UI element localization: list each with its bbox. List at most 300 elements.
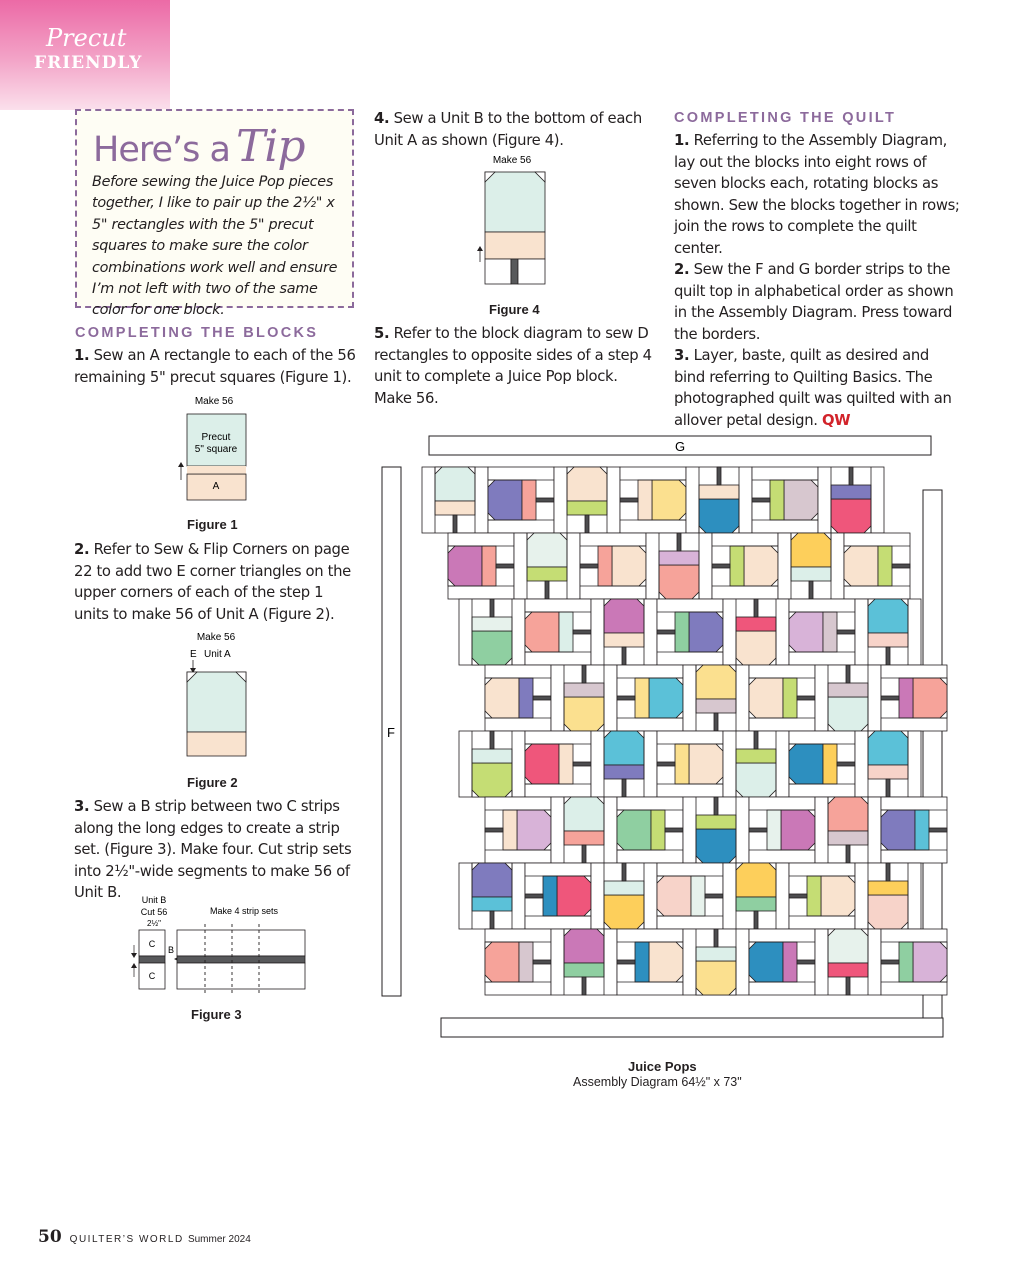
block-stick xyxy=(886,779,890,797)
block-rect-a xyxy=(736,617,776,631)
block-stick xyxy=(490,599,494,617)
step-text: Layer, baste, quilt as desired and bind referring to Quilting Basics. The photographed quilt was quilted with an allover petal design. xyxy=(674,347,952,429)
block-rect-a xyxy=(699,485,739,499)
block-rect-a xyxy=(791,567,831,581)
quilt-block xyxy=(818,467,884,533)
block-rect-a xyxy=(767,810,781,850)
quilt-block xyxy=(551,797,617,863)
fig2-label-unit: Unit A xyxy=(204,649,231,660)
quilt-block xyxy=(749,929,815,995)
figure-2-caption: Figure 2 xyxy=(187,775,238,790)
figure-4-diagram xyxy=(470,150,560,295)
block-stick xyxy=(490,731,494,749)
fig1-label-square: 5" square xyxy=(194,444,238,455)
block-precut-square xyxy=(791,533,831,567)
assembly-title: Juice Pops xyxy=(628,1059,697,1074)
step-text: Sew a Unit B to the bottom of each Unit A as shown (Figure 4). xyxy=(374,110,642,149)
step-number: 1. xyxy=(74,347,90,364)
quilt-block xyxy=(485,665,551,731)
quilt-block xyxy=(815,665,881,731)
block-precut-square xyxy=(868,731,908,765)
block-precut-square xyxy=(527,533,567,567)
block-precut-square xyxy=(472,763,512,797)
block-stick xyxy=(525,894,543,898)
fig2-square xyxy=(187,672,246,732)
fig1-label-precut: Precut xyxy=(201,432,231,443)
quilt-block xyxy=(422,467,488,533)
quilt-block xyxy=(881,797,947,863)
block-rect-a xyxy=(736,897,776,911)
block-precut-square xyxy=(659,565,699,599)
block-rect-a xyxy=(783,678,797,718)
quilt-block xyxy=(855,863,921,929)
block-rect-a xyxy=(635,678,649,718)
block-stick xyxy=(622,863,626,881)
figure-3-diagram xyxy=(128,892,318,1002)
page-number: 50 xyxy=(38,1227,62,1247)
block-rect-a xyxy=(604,765,644,779)
fig4-unit-b-stick xyxy=(511,259,518,284)
assembly-diagram xyxy=(380,435,945,1045)
block-precut-square xyxy=(448,546,482,586)
quilt-block xyxy=(448,533,514,599)
block-stick xyxy=(496,564,514,568)
block-rect-a xyxy=(435,501,475,515)
step-number: 3. xyxy=(674,347,690,364)
quilt-block xyxy=(617,797,683,863)
fig1-rect-a-top xyxy=(187,466,246,474)
fig3-label-c2: C xyxy=(148,971,156,981)
quilt-block xyxy=(855,731,921,797)
block-stick xyxy=(846,845,850,863)
block-stick xyxy=(622,647,626,665)
block-stick xyxy=(620,498,638,502)
block-rect-a xyxy=(598,546,612,586)
block-rect-a xyxy=(868,765,908,779)
block-rect-a xyxy=(831,485,871,499)
quilt-block xyxy=(591,731,657,797)
quilt-block xyxy=(459,599,525,665)
block-precut-square xyxy=(831,499,871,533)
fig3-cut-label: Cut 56 xyxy=(140,907,168,917)
step-4-blocks xyxy=(374,108,659,151)
quilt-block xyxy=(815,797,881,863)
block-rect-a xyxy=(696,947,736,961)
quilt-block xyxy=(881,665,947,731)
block-rect-a xyxy=(543,876,557,916)
block-precut-square xyxy=(699,499,739,533)
block-precut-square xyxy=(913,942,947,982)
block-stick xyxy=(617,696,635,700)
border-strip-g-bottom xyxy=(441,1018,943,1037)
figure-2-diagram xyxy=(170,628,270,768)
block-precut-square xyxy=(564,797,604,831)
quilt-block xyxy=(525,863,591,929)
block-precut-square xyxy=(844,546,878,586)
block-stick xyxy=(665,828,683,832)
block-stick xyxy=(754,911,758,929)
block-stick xyxy=(881,696,899,700)
block-stick xyxy=(582,977,586,995)
block-precut-square xyxy=(736,631,776,665)
block-stick xyxy=(453,515,457,533)
quilt-block xyxy=(525,731,591,797)
figure-4-caption: Figure 4 xyxy=(489,302,540,317)
block-precut-square xyxy=(828,929,868,963)
block-stick xyxy=(580,564,598,568)
block-stick xyxy=(754,731,758,749)
block-stick xyxy=(657,762,675,766)
quilt-block xyxy=(686,467,752,533)
quilt-block xyxy=(485,929,551,995)
block-rect-a xyxy=(559,612,573,652)
block-precut-square xyxy=(868,895,908,929)
fig3-unit-label: Unit B xyxy=(141,895,167,905)
fig4-arrowhead xyxy=(477,246,483,251)
block-precut-square xyxy=(617,810,651,850)
block-stick xyxy=(622,779,626,797)
figure-1-diagram xyxy=(170,392,270,532)
quilt-block xyxy=(459,863,525,929)
quilt-block xyxy=(646,533,712,599)
block-rect-a xyxy=(604,881,644,895)
block-precut-square xyxy=(472,863,512,897)
block-rect-a xyxy=(696,815,736,829)
block-precut-square xyxy=(604,731,644,765)
block-rect-a xyxy=(567,501,607,515)
quilt-block xyxy=(723,863,789,929)
block-stick xyxy=(929,828,947,832)
block-precut-square xyxy=(749,942,783,982)
quilt-steps xyxy=(674,130,964,431)
block-precut-square xyxy=(557,876,591,916)
block-precut-square xyxy=(517,810,551,850)
quilt-block xyxy=(657,599,723,665)
heading-completing-blocks: COMPLETING THE BLOCKS xyxy=(75,325,319,341)
quilt-block xyxy=(580,533,646,599)
fig3-label-c1: C xyxy=(148,939,156,949)
fig3-make-label: Make 4 strip sets xyxy=(209,906,279,916)
block-stick xyxy=(490,911,494,929)
block-rect-a xyxy=(472,617,512,631)
quilt-block xyxy=(749,797,815,863)
step-number: 2. xyxy=(74,541,90,558)
block-rect-a xyxy=(691,876,705,916)
quilt-block xyxy=(855,599,921,665)
step-text: Referring to the Assembly Diagram, lay out the blocks into eight rows of seven blocks each, rotating blocks as shown. Sew the blocks together in rows; join the rows to complete the quilt center. xyxy=(674,132,960,257)
block-stick xyxy=(797,960,815,964)
fig4-unit-b-left xyxy=(485,259,511,284)
block-stick xyxy=(714,929,718,947)
quilt-block xyxy=(617,665,683,731)
block-stick xyxy=(533,960,551,964)
fig2-make-label: Make 56 xyxy=(196,632,236,643)
block-stick xyxy=(892,564,910,568)
quilt-block xyxy=(752,467,818,533)
tip-box xyxy=(75,109,354,319)
block-rect-a xyxy=(659,551,699,565)
step-text: Refer to Sew & Flip Corners on page 22 to add two E corner triangles on the upper corners of each of the step 1 units to make 56 of Unit A (Figure 2). xyxy=(74,541,351,623)
issue-date: Summer 2024 xyxy=(187,1234,251,1245)
fig4-rect-a xyxy=(485,232,545,259)
heading-completing-quilt: COMPLETING THE QUILT xyxy=(674,110,897,126)
block-precut-square xyxy=(781,810,815,850)
block-rect-a xyxy=(482,546,496,586)
block-precut-square xyxy=(649,678,683,718)
block-rect-a xyxy=(783,942,797,982)
block-precut-square xyxy=(789,612,823,652)
block-precut-square xyxy=(696,961,736,995)
quilt-block xyxy=(657,731,723,797)
block-stick xyxy=(846,665,850,683)
block-precut-square xyxy=(789,744,823,784)
block-rect-a xyxy=(527,567,567,581)
tip-body: Before sewing the Juice Pop pieces together, I like to pair up the 2½" x 5" rectangles with the 5" precut squares to make sure the color combinations work well and ensure I’m not left with two of the same color for one block. xyxy=(92,174,338,319)
block-precut-square xyxy=(821,876,855,916)
block-precut-square xyxy=(736,763,776,797)
block-stick xyxy=(849,467,853,485)
fig3-strip-set-bottom xyxy=(177,963,305,989)
quilt-block xyxy=(485,797,551,863)
block-rect-a xyxy=(675,612,689,652)
block-precut-square xyxy=(736,863,776,897)
quilt-block xyxy=(617,929,683,995)
block-precut-square xyxy=(828,797,868,831)
block-precut-square xyxy=(652,480,686,520)
block-rect-a xyxy=(899,942,913,982)
block-stick xyxy=(705,894,723,898)
quilt-block xyxy=(712,533,778,599)
block-precut-square xyxy=(689,744,723,784)
quilt-block xyxy=(554,467,620,533)
block-rect-a xyxy=(823,744,837,784)
step-3-blocks xyxy=(74,796,364,904)
border-label-f: F xyxy=(387,725,395,740)
block-stick xyxy=(582,665,586,683)
block-rect-a xyxy=(823,612,837,652)
quilt-block xyxy=(815,929,881,995)
figure-1-caption: Figure 1 xyxy=(187,517,238,532)
block-rect-a xyxy=(519,678,533,718)
block-stick xyxy=(582,845,586,863)
step-text: Sew the F and G border strips to the quilt top in alphabetical order as shown in the Assembly Diagram. Press toward the borders. xyxy=(674,261,954,343)
block-stick xyxy=(573,762,591,766)
block-precut-square xyxy=(612,546,646,586)
block-precut-square xyxy=(435,467,475,501)
magazine-name: QUILTER’S WORLD xyxy=(69,1234,184,1245)
block-rect-a xyxy=(868,633,908,647)
border-label-g: G xyxy=(674,439,686,454)
quilt-block xyxy=(525,599,591,665)
quilt-block xyxy=(749,665,815,731)
block-precut-square xyxy=(564,697,604,731)
quilt-block xyxy=(778,533,844,599)
block-precut-square xyxy=(868,599,908,633)
block-precut-square xyxy=(784,480,818,520)
block-precut-square xyxy=(604,599,644,633)
block-rect-a xyxy=(828,831,868,845)
block-rect-a xyxy=(472,749,512,763)
block-stick xyxy=(712,564,730,568)
block-stick xyxy=(846,977,850,995)
step-number: 2. xyxy=(674,261,690,278)
block-stick xyxy=(886,647,890,665)
quilt-block xyxy=(551,929,617,995)
fig2-label-e: E xyxy=(190,649,197,660)
qw-end-mark: QW xyxy=(821,411,851,429)
block-precut-square xyxy=(472,631,512,665)
block-rect-a xyxy=(675,744,689,784)
block-precut-square xyxy=(913,678,947,718)
fig2-rect-a xyxy=(187,732,246,756)
step-5-blocks xyxy=(374,323,659,409)
step-number: 3. xyxy=(74,798,90,815)
block-rect-a xyxy=(736,749,776,763)
block-rect-a xyxy=(828,683,868,697)
step-number: 1. xyxy=(674,132,690,149)
block-rect-a xyxy=(559,744,573,784)
block-rect-a xyxy=(638,480,652,520)
block-stick xyxy=(714,797,718,815)
fig1-arrowhead xyxy=(178,462,184,467)
block-precut-square xyxy=(828,697,868,731)
fig4-unit-b-right xyxy=(518,259,545,284)
block-precut-square xyxy=(749,678,783,718)
block-precut-square xyxy=(696,829,736,863)
block-stick xyxy=(749,828,767,832)
block-rect-a xyxy=(899,678,913,718)
tip-title-script: Tip xyxy=(235,121,305,172)
quilt-block xyxy=(657,863,723,929)
block-stick xyxy=(573,630,591,634)
block-rect-a xyxy=(564,831,604,845)
block-rect-a xyxy=(519,942,533,982)
block-stick xyxy=(485,828,503,832)
quilt-block xyxy=(683,929,749,995)
block-rect-a xyxy=(696,699,736,713)
quilt-block xyxy=(683,665,749,731)
block-rect-a xyxy=(564,683,604,697)
block-precut-square xyxy=(881,810,915,850)
fig3-strip-b xyxy=(139,956,165,963)
block-stick xyxy=(837,762,855,766)
block-precut-square xyxy=(488,480,522,520)
block-stick xyxy=(789,894,807,898)
fig1-make-label: Make 56 xyxy=(194,396,234,407)
block-stick xyxy=(717,467,721,485)
block-precut-square xyxy=(649,942,683,982)
block-stick xyxy=(886,863,890,881)
fig3-arrowhead-bottom xyxy=(131,963,137,968)
block-rect-a xyxy=(472,897,512,911)
block-rect-a xyxy=(868,881,908,895)
block-stick xyxy=(617,960,635,964)
step-text: Refer to the block diagram to sew D rectangles to opposite sides of a step 4 unit to complete a Juice Pop block. Make 56. xyxy=(374,325,652,407)
tip-title-main: Here’s a xyxy=(93,130,230,170)
quilt-block xyxy=(683,797,749,863)
fig3-strip-set-top xyxy=(177,930,305,956)
block-stick xyxy=(809,581,813,599)
fig3-strip-set-b xyxy=(177,956,305,963)
block-rect-a xyxy=(635,942,649,982)
step-text: Sew a B strip between two C strips along the long edges to create a strip set. (Figure 3). Make four. Cut strip sets into 2½"-wide segments to make 56 of Unit B. xyxy=(74,798,352,901)
block-stick xyxy=(533,696,551,700)
page-footer xyxy=(38,1227,251,1247)
fig4-square xyxy=(485,172,545,232)
quilt-block xyxy=(844,533,910,599)
block-stick xyxy=(536,498,554,502)
assembly-subtitle: Assembly Diagram 64½" x 73" xyxy=(573,1075,742,1089)
block-precut-square xyxy=(525,744,559,784)
block-stick xyxy=(657,630,675,634)
block-stick xyxy=(797,696,815,700)
step-number: 5. xyxy=(374,325,390,342)
block-precut-square xyxy=(567,467,607,501)
block-rect-a xyxy=(522,480,536,520)
block-precut-square xyxy=(604,895,644,929)
step-number: 4. xyxy=(374,110,390,127)
block-stick xyxy=(881,960,899,964)
block-rect-a xyxy=(770,480,784,520)
quilt-block xyxy=(789,731,855,797)
block-rect-a xyxy=(564,963,604,977)
block-rect-a xyxy=(651,810,665,850)
step-text: Sew an A rectangle to each of the 56 remaining 5" precut squares (Figure 1). xyxy=(74,347,356,386)
block-stick xyxy=(677,533,681,551)
block-stick xyxy=(837,630,855,634)
block-rect-a xyxy=(828,963,868,977)
block-stick xyxy=(585,515,589,533)
block-stick xyxy=(752,498,770,502)
block-rect-a xyxy=(730,546,744,586)
block-rect-a xyxy=(503,810,517,850)
quilt-block xyxy=(459,731,525,797)
quilt-block xyxy=(881,929,947,995)
quilt-block xyxy=(723,599,789,665)
block-precut-square xyxy=(485,942,519,982)
corner-label-friendly: FRIENDLY xyxy=(34,53,143,73)
quilt-block xyxy=(551,665,617,731)
step-2-blocks xyxy=(74,539,359,625)
block-precut-square xyxy=(689,612,723,652)
quilt-block xyxy=(591,863,657,929)
quilt-block xyxy=(514,533,580,599)
block-stick xyxy=(545,581,549,599)
block-precut-square xyxy=(744,546,778,586)
block-rect-a xyxy=(878,546,892,586)
fig4-make-label: Make 56 xyxy=(492,155,532,166)
quilt-blocks xyxy=(422,467,947,995)
block-precut-square xyxy=(525,612,559,652)
quilt-block xyxy=(488,467,554,533)
block-precut-square xyxy=(696,665,736,699)
fig3-arrowhead-top xyxy=(131,953,137,958)
quilt-block xyxy=(789,863,855,929)
block-stick xyxy=(714,713,718,731)
fig3-label-b: B xyxy=(167,945,175,955)
quilt-block xyxy=(591,599,657,665)
fig1-label-a: A xyxy=(212,481,220,492)
block-stick xyxy=(754,599,758,617)
quilt-block xyxy=(620,467,686,533)
quilt-block xyxy=(789,599,855,665)
block-precut-square xyxy=(564,929,604,963)
tip-title xyxy=(93,121,305,172)
block-precut-square xyxy=(657,876,691,916)
block-rect-a xyxy=(807,876,821,916)
fig3-width-label: 2½" xyxy=(147,919,161,928)
figure-3-caption: Figure 3 xyxy=(191,1007,242,1022)
